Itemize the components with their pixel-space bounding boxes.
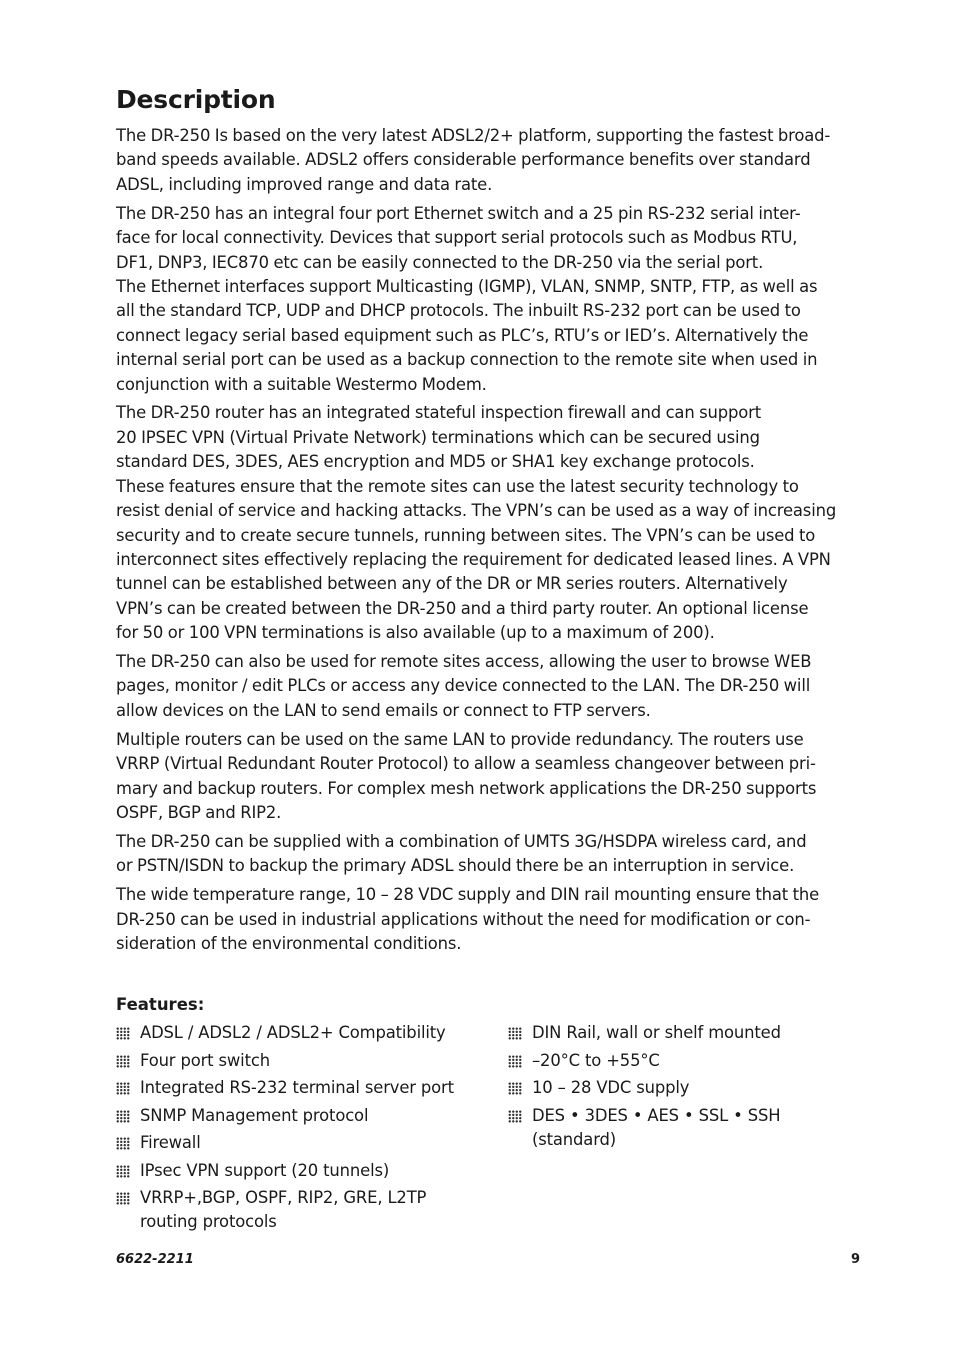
paragraph-line: ADSL, including improved range and data rate. <box>116 174 493 194</box>
dotted-square-bullet-icon <box>508 1082 522 1095</box>
feature-text <box>140 1076 454 1100</box>
feature-item <box>116 1159 496 1183</box>
paragraph-line: The DR-250 can be supplied with a combination of UMTS 3G/HSDPA wireless card, and <box>116 831 807 851</box>
features-list-left <box>116 1021 496 1238</box>
feature-text <box>140 1186 426 1234</box>
paragraph-line: conjunction with a suitable Westermo Modem. <box>116 374 487 394</box>
paragraph-line: tunnel can be established between any of the DR or MR series routers. Alternatively <box>116 574 788 594</box>
dotted-square-bullet-icon <box>508 1110 522 1123</box>
feature-line: routing protocols <box>140 1212 277 1231</box>
feature-text <box>140 1104 368 1128</box>
feature-text <box>140 1049 270 1073</box>
feature-line: Four port switch <box>140 1050 270 1070</box>
feature-item <box>116 1021 496 1045</box>
feature-item <box>116 1104 496 1128</box>
feature-line: ADSL / ADSL2 / ADSL2+ Compatibility <box>140 1023 446 1042</box>
dotted-square-bullet-icon <box>116 1027 130 1040</box>
feature-text <box>140 1159 389 1183</box>
feature-item <box>116 1186 496 1234</box>
paragraph-line: The DR-250 can also be used for remote sites access, allowing the user to browse WEB <box>116 652 812 672</box>
paragraph-line: The DR-250 router has an integrated stateful inspection firewall and can support <box>116 403 762 423</box>
feature-line: DES • 3DES • AES • SSL • SSH <box>532 1105 781 1125</box>
document-code: 6622-2211 <box>116 1252 194 1267</box>
feature-line: DIN Rail, wall or shelf mounted <box>532 1023 781 1042</box>
paragraph-line: resist denial of service and hacking attacks. The VPN’s can be used as a way of increasing <box>116 501 837 521</box>
dotted-square-bullet-icon <box>508 1055 522 1068</box>
paragraph-line: or PSTN/ISDN to backup the primary ADSL should there be an interruption in service. <box>116 856 795 876</box>
dotted-square-bullet-icon <box>116 1082 130 1095</box>
description-paragraph <box>116 650 861 723</box>
paragraph-line: connect legacy serial based equipment such as PLC’s, RTU’s or IED’s. Alternatively the <box>116 325 809 345</box>
paragraph-line: standard DES, 3DES, AES encryption and MD5 or SHA1 key exchange protocols. <box>116 452 755 472</box>
paragraph-line: Multiple routers can be used on the same LAN to provide redundancy. The routers use <box>116 729 804 749</box>
description-section <box>116 84 861 961</box>
paragraph-line: DF1, DNP3, IEC870 etc can be easily connected to the DR-250 via the serial port. <box>116 252 764 272</box>
description-paragraph <box>116 728 861 826</box>
feature-line: Firewall <box>140 1133 201 1152</box>
feature-text <box>532 1021 781 1045</box>
dotted-square-bullet-icon <box>116 1165 130 1178</box>
paragraph-line: 20 IPSEC VPN (Virtual Private Network) terminations which can be secured using <box>116 427 760 447</box>
paragraph-line: DR-250 can be used in industrial applications without the need for modification or con- <box>116 909 811 929</box>
description-paragraph <box>116 883 861 956</box>
paragraph-line: mary and backup routers. For complex mesh network applications the DR-250 supports <box>116 778 817 798</box>
paragraph-line: VPN’s can be created between the DR-250 and a third party router. An optional license <box>116 598 809 618</box>
feature-text <box>140 1131 201 1155</box>
paragraph-line: The wide temperature range, 10 – 28 VDC supply and DIN rail mounting ensure that the <box>116 885 820 905</box>
paragraph-line: OSPF, BGP and RIP2. <box>116 802 282 822</box>
description-paragraph <box>116 202 861 397</box>
feature-line: Integrated RS-232 terminal server port <box>140 1078 454 1097</box>
feature-text <box>532 1049 660 1073</box>
feature-item <box>116 1131 496 1155</box>
paragraph-line: interconnect sites effectively replacing the requirement for dedicated leased lines. A VPN <box>116 549 831 569</box>
paragraph-line: The DR-250 has an integral four port Ethernet switch and a 25 pin RS-232 serial inter- <box>116 203 801 223</box>
paragraph-line: allow devices on the LAN to send emails or connect to FTP servers. <box>116 700 651 720</box>
paragraph-line: sideration of the environmental conditions. <box>116 934 462 953</box>
feature-item <box>116 1049 496 1073</box>
feature-line: IPsec VPN support (20 tunnels) <box>140 1160 390 1180</box>
page-title: Description <box>116 85 276 114</box>
feature-item <box>116 1076 496 1100</box>
feature-text <box>140 1021 446 1045</box>
dotted-square-bullet-icon <box>508 1027 522 1040</box>
paragraph-line: The DR-250 Is based on the very latest ADSL2/2+ platform, supporting the fastest broad- <box>116 126 831 145</box>
features-heading: Features: <box>116 995 205 1014</box>
feature-line: –20°C to +55°C <box>532 1050 660 1070</box>
feature-line: VRRP+,BGP, OSPF, RIP2, GRE, L2TP <box>140 1188 427 1207</box>
description-body <box>116 124 861 956</box>
description-paragraph <box>116 401 861 645</box>
dotted-square-bullet-icon <box>116 1110 130 1123</box>
paragraph-line: The Ethernet interfaces support Multicasting (IGMP), VLAN, SNMP, SNTP, FTP, as well as <box>116 276 818 296</box>
feature-line: (standard) <box>532 1129 616 1149</box>
description-paragraph <box>116 830 861 879</box>
paragraph-line: security and to create secure tunnels, running between sites. The VPN’s can be used to <box>116 525 816 545</box>
paragraph-line: face for local connectivity. Devices that support serial protocols such as Modbus RTU, <box>116 228 798 248</box>
feature-line: 10 – 28 VDC supply <box>532 1078 690 1097</box>
description-paragraph <box>116 124 861 197</box>
feature-item <box>508 1076 858 1100</box>
paragraph-line: for 50 or 100 VPN terminations is also available (up to a maximum of 200). <box>116 623 715 643</box>
paragraph-line: pages, monitor / edit PLCs or access any device connected to the LAN. The DR-250 will <box>116 676 811 696</box>
feature-line: SNMP Management protocol <box>140 1105 369 1125</box>
paragraph-line: VRRP (Virtual Redundant Router Protocol) to allow a seamless changeover between pri- <box>116 754 816 774</box>
feature-item <box>508 1021 858 1045</box>
paragraph-line: These features ensure that the remote sites can use the latest security technology to <box>116 476 799 496</box>
dotted-square-bullet-icon <box>116 1137 130 1150</box>
feature-item <box>508 1049 858 1073</box>
paragraph-line: all the standard TCP, UDP and DHCP protocols. The inbuilt RS-232 port can be used to <box>116 301 801 321</box>
features-list-right <box>508 1021 858 1155</box>
dotted-square-bullet-icon <box>116 1192 130 1205</box>
dotted-square-bullet-icon <box>116 1055 130 1068</box>
paragraph-line: band speeds available. ADSL2 offers considerable performance benefits over standard <box>116 150 811 170</box>
page-number: 9 <box>851 1252 861 1267</box>
feature-text <box>532 1104 780 1152</box>
paragraph-line: internal serial port can be used as a backup connection to the remote site when used in <box>116 350 818 370</box>
feature-item <box>508 1104 858 1152</box>
feature-text <box>532 1076 689 1100</box>
